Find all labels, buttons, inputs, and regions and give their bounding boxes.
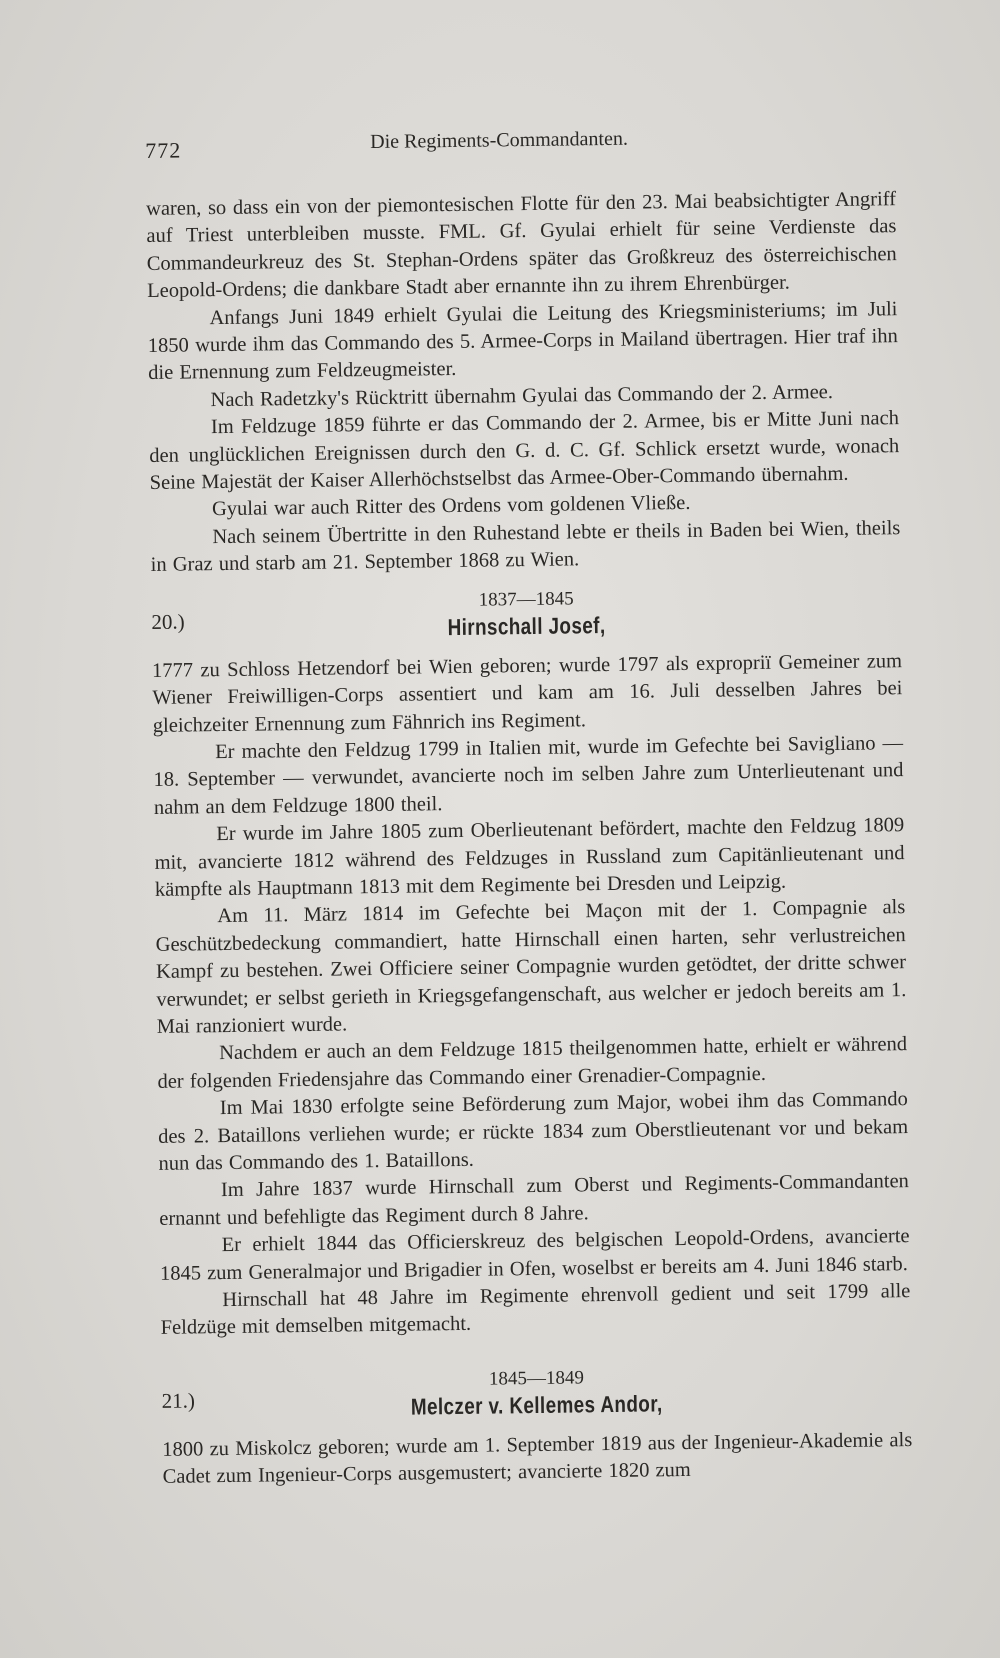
entry-heading (161, 1365, 912, 1433)
paragraph: Im Jahre 1837 wurde Hirnschall zum Oberst und Regiments-Commandanten ernannt und befehligte das Regiment durch 8 Jahre. (159, 1170, 909, 1230)
paragraph: Hirnschall hat 48 Jahre im Regimente ehrenvoll gedient und seit 1799 alle Feldzüge mit demselben mitgemacht. (160, 1280, 911, 1340)
paragraph: Nach seinem Übertritte in den Ruhestand lebte er theils in Baden bei Wien, theils in Graz und starb am 21. September 1868 zu Wien. (150, 517, 901, 577)
paragraph: 1777 zu Schloss Hetzendorf bei Wien geboren; wurde 1797 als expropriï Gemeiner zum Wiener Freiwilligen-Corps assentiert und kam am 16. Juli desselben Jahres bei gleichzeiter Ernennung zum Fähnrich ins Regiment. (151, 649, 903, 737)
commander-entry (161, 1365, 912, 1492)
paragraph: Nach Radetzky's Rücktritt übernahm Gyulai das Commando der 2. Armee. (210, 380, 834, 412)
paragraph: 1800 zu Miskolcz geboren; wurde am 1. September 1819 aus der Ingenieur-Akademie als Cadet zum Ingenieur-Corps ausgemustert; avancierte 1820 zum (162, 1428, 913, 1489)
entry-years: 1845—1849 (488, 1367, 585, 1390)
entry-heading (151, 586, 902, 654)
entry-name: Hirnschall Josef, (447, 611, 606, 640)
entry-name: Melczer v. Kellemes Andor, (410, 1390, 663, 1420)
paragraph: Er wurde im Jahre 1805 zum Oberlieutenant befördert, machte den Feldzug 1809 mit, avancierte 1812 während des Feldzuges in Russland zum Capitänlieutenant und kämpfte als Hauptmann 1813 mit dem Regimente bei Dresden und Leipzig. (154, 814, 905, 901)
intro-text (146, 186, 901, 579)
paragraph: Im Mai 1830 erfolgte seine Beförderung zum Major, wobei ihm das Commando des 2. Bataillons verliehen wurde; er rückte 1834 zum Oberstlieutenant vor und bekam nun das Commando des 1. Bataillons. (158, 1088, 909, 1175)
paragraph: Anfangs Juni 1849 erhielt Gyulai die Leitung des Kriegsministeriums; im Juli 1850 wurde ihm das Commando des 5. Armee-Corps in Mailand übertragen. Hier traf ihn die Ernennung zum Feldzeugmeister. (147, 297, 898, 385)
entry-text (162, 1427, 913, 1492)
page-number: 772 (145, 137, 182, 163)
paragraph: Am 11. März 1814 im Gefechte bei Maçon mit der 1. Compagnie als Geschützbedeckung commandiert, hatte Hirnschall einen harten, sehr verlustreichen Kampf zu bestehen. Zwei Officiere seiner Compagnie wurden getödtet, der dritte schwer verwundet; er selbst gerieth in Kriegsgefangenschaft, aus welcher er jedoch bereits am 1. Mai ranzioniert wurde. (155, 896, 907, 1038)
running-title: Die Regiments-Commandanten. (370, 127, 629, 154)
paragraph: Gyulai war auch Ritter des Ordens vom goldenen Vließe. (211, 492, 691, 521)
commander-entry (151, 586, 911, 1343)
paragraph: waren, so dass ein von der piemontesischen Flotte für den 23. Mai beabsichtigter Angriff auf Triest unterbleiben musste. FML. Gf. Gyulai erhielt für seine Verdienste das Commandeurkreuz des St. Stephan-Ordens später das Großkreuz des österreichischen Leopold-Ordens; die dankbare Stadt aber ernannte ihn zu ihrem Ehrenbürger. (145, 188, 897, 303)
entry-number: 21.) (161, 1388, 196, 1413)
entry-text (152, 648, 911, 1343)
entry-number: 20.) (151, 609, 185, 634)
paragraph: Im Feldzuge 1859 führte er das Commando der 2. Armee, bis er Mitte Juni nach den unglücklichen Ereignissen durch den G. d. C. Gf. Schlick ersetzt wurde, wonach Seine Majestät der Kaiser Allerhöchstselbst das Armee-Ober-Commando übernahm. (149, 407, 900, 495)
book-page (145, 118, 913, 1491)
paragraph: Er machte den Feldzug 1799 in Italien mit, wurde im Gefechte bei Savigliano — 18. September — verwundet, avancierte noch im selben Jahre zum Unterlieutenant und nahm an dem Feldzuge 1800 theil. (153, 732, 904, 819)
page-header (145, 118, 895, 168)
entry-years: 1837—1845 (478, 588, 574, 611)
paragraph: Nachdem er auch an dem Feldzuge 1815 theilgenommen hatte, erhielt er während der folgenden Friedensjahre das Commando einer Grenadier-Compagnie. (157, 1033, 908, 1093)
paragraph: Er erhielt 1844 das Officierskreuz des belgischen Leopold-Ordens, avancierte 1845 zum Generalmajor und Brigadier in Ofen, woselbst er bereits am 4. Juni 1846 starb. (159, 1225, 910, 1285)
